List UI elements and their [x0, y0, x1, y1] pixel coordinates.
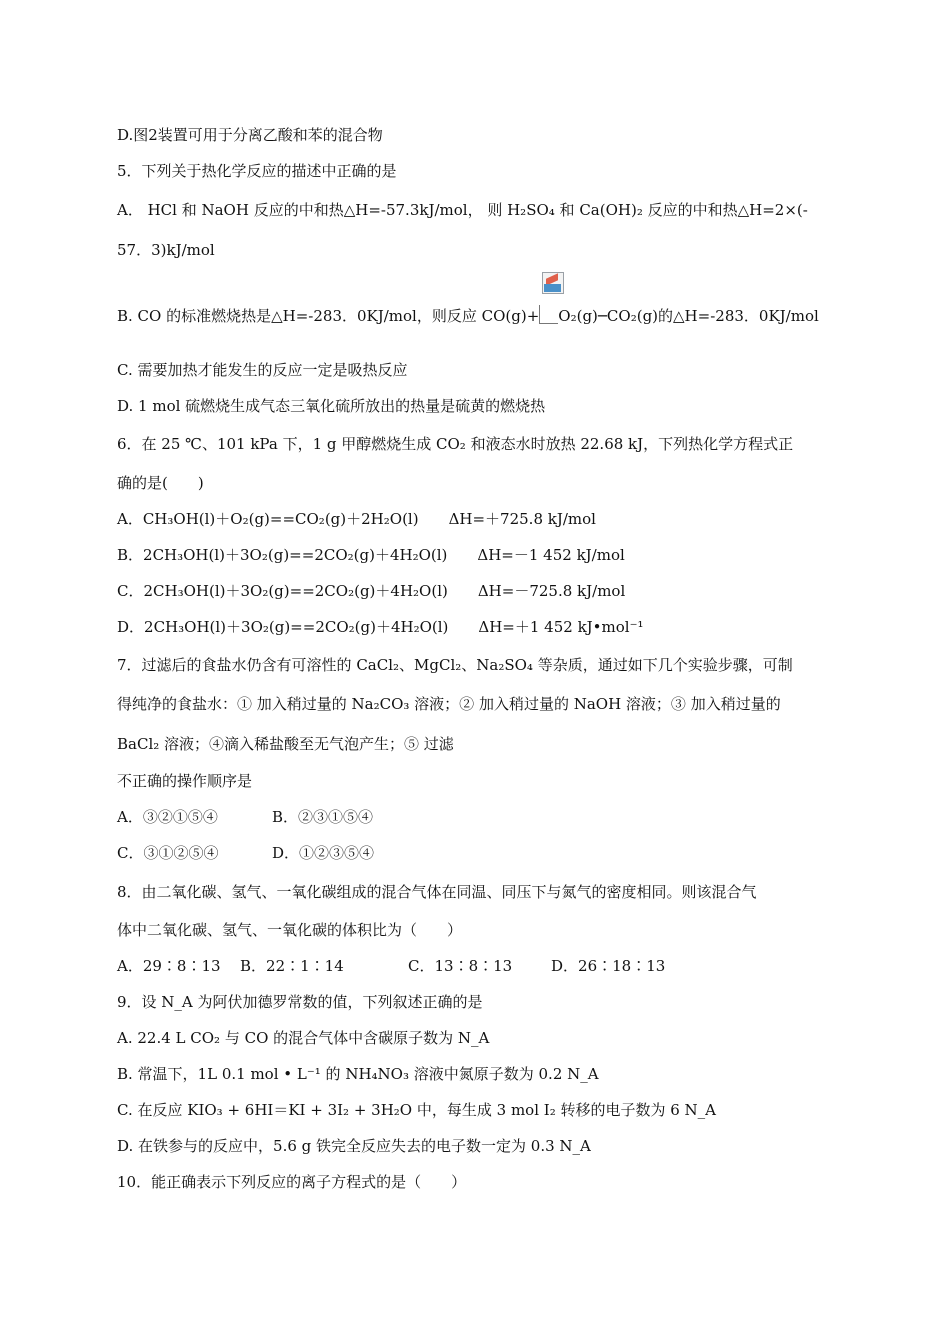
q7-option-b: B．②③①⑤④: [272, 808, 374, 826]
q7-question: 不正确的操作顺序是: [117, 772, 253, 790]
q5-option-b: [117, 305, 854, 326]
q7-options-row2: [117, 843, 854, 863]
q8-stem-cont: 体中二氧化碳、氢气、一氧化碳的体积比为（ ）: [117, 921, 463, 939]
q6-stem: 6．在 25 ℃、101 kPa 下，1 g 甲醇燃烧生成 CO₂ 和液态水时放热 22.68 kJ，下列热化学方程式正: [117, 435, 794, 453]
q5-option-a: A． HCl 和 NaOH 反应的中和热△H=-57.3kJ/mol， 则 H₂SO₄ 和 Ca(OH)₂ 反应的中和热△H=2×(-: [117, 201, 808, 219]
q4-option-d: D.图2装置可用于分离乙酸和苯的混合物: [117, 126, 383, 144]
q5-option-c: C. 需要加热才能发生的反应一定是吸热反应: [117, 361, 408, 379]
q6-option-c: C．2CH₃OH(l)＋3O₂(g)==2CO₂(g)＋4H₂O(l) ΔH=－725.8 kJ/mol: [117, 582, 626, 600]
q5-option-b-part1: B. CO 的标准燃烧热是△H=-283．0KJ/mol，则反应 CO(g)+: [117, 307, 540, 325]
q8-option-d: D．26∶18∶13: [551, 957, 666, 975]
q7-stem: 7．过滤后的食盐水仍含有可溶性的 CaCl₂、MgCl₂、Na₂SO₄ 等杂质，通过如下几个实验步骤，可制: [117, 656, 793, 674]
q7-option-c: C．③①②⑤④: [117, 844, 219, 862]
q8-option-c: C．13∶8∶13: [408, 957, 513, 975]
q7-option-d: D．①②③⑤④: [272, 844, 375, 862]
q6-option-b: B．2CH₃OH(l)＋3O₂(g)==2CO₂(g)＋4H₂O(l) ΔH=－1 452 kJ/mol: [117, 546, 625, 564]
q9-option-d: D. 在铁参与的反应中，5.6 g 铁完全反应失去的电子数一定为 0.3 N_A: [117, 1137, 591, 1155]
q6-option-a: A．CH₃OH(l)＋O₂(g)==CO₂(g)＋2H₂O(l) ΔH=＋725.8 kJ/mol: [117, 510, 596, 528]
q8-option-b: B．22∶1∶14: [240, 957, 344, 975]
q5-stem: 5．下列关于热化学反应的描述中正确的是: [117, 162, 397, 180]
q5-option-b-part2: O₂(g)─CO₂(g)的△H=-283．0KJ/mol: [558, 307, 819, 325]
q8-option-a: A．29∶8∶13: [117, 957, 221, 975]
q7-options-row1: [117, 807, 854, 827]
q9-option-b: B. 常温下，1L 0.1 mol • L⁻¹ 的 NH₄NO₃ 溶液中氮原子数为 0.2 N_A: [117, 1065, 599, 1083]
q9-option-c: C. 在反应 KIO₃ + 6HI＝KI + 3I₂ + 3H₂O 中，每生成 3 mol I₂ 转移的电子数为 6 N_A: [117, 1101, 717, 1119]
q8-options: [117, 956, 854, 976]
q7-stem-cont1: 得纯净的食盐水：① 加入稍过量的 Na₂CO₃ 溶液；② 加入稍过量的 NaOH 溶液；③ 加入稍过量的: [117, 695, 781, 713]
fraction-placeholder-box: [539, 305, 558, 324]
q6-option-d: D．2CH₃OH(l)＋3O₂(g)==2CO₂(g)＋4H₂O(l) ΔH=＋1 452 kJ•mol⁻¹: [117, 618, 644, 636]
q5-option-d: D. 1 mol 硫燃烧生成气态三氧化硫所放出的热量是硫黄的燃烧热: [117, 397, 546, 415]
q9-stem: 9．设 N_A 为阿伏加德罗常数的值，下列叙述正确的是: [117, 993, 483, 1011]
q10-stem: 10．能正确表示下列反应的离子方程式的是（ ）: [117, 1173, 467, 1191]
q9-option-a: A. 22.4 L CO₂ 与 CO 的混合气体中含碳原子数为 N_A: [117, 1029, 490, 1047]
q8-stem: 8．由二氧化碳、氢气、一氧化碳组成的混合气体在同温、同压下与氮气的密度相同。则该混合气: [117, 883, 757, 901]
q6-stem-cont: 确的是( ): [117, 474, 204, 492]
q5-option-a-cont: 57．3)kJ/mol: [117, 241, 215, 259]
q7-stem-cont2: BaCl₂ 溶液；④滴入稀盐酸至无气泡产生；⑤ 过滤: [117, 735, 454, 753]
q7-option-a: A．③②①⑤④: [117, 808, 218, 826]
broken-image-icon: [542, 272, 564, 294]
